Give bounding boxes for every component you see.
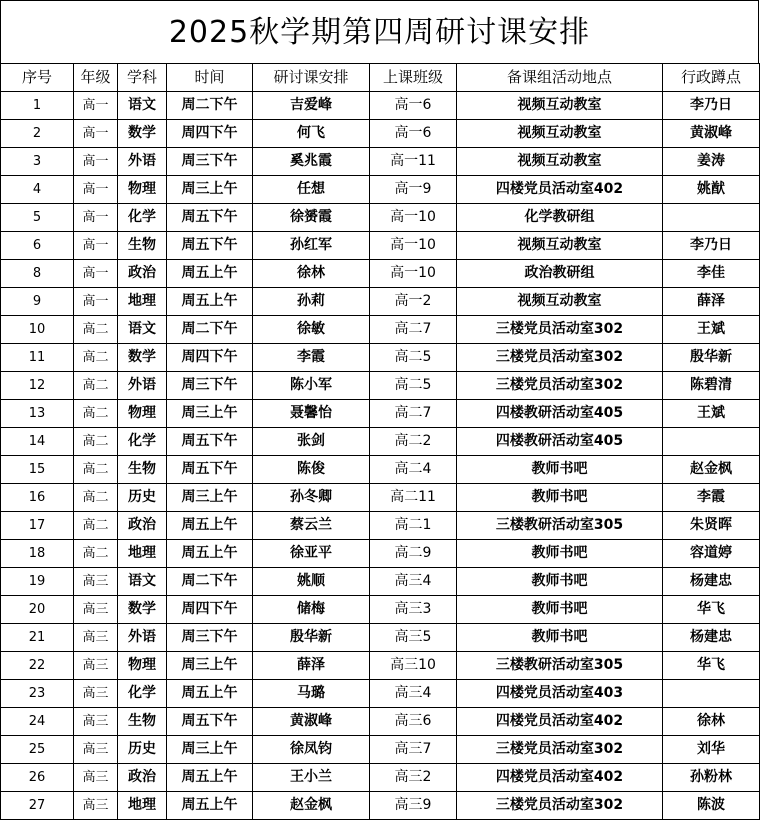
cell-time: 周三上午 [167, 736, 253, 764]
cell-class: 高三10 [370, 652, 457, 680]
cell-supervisor: 陈碧清 [663, 372, 760, 400]
table-row [1, 260, 760, 288]
cell-supervisor: 王斌 [663, 316, 760, 344]
header-supervisor: 行政蹲点 [663, 64, 760, 92]
cell-teacher: 储梅 [253, 596, 370, 624]
table-body [1, 92, 760, 820]
cell-time: 周五下午 [167, 428, 253, 456]
cell-class: 高三4 [370, 568, 457, 596]
cell-teacher: 何飞 [253, 120, 370, 148]
cell-class: 高三3 [370, 596, 457, 624]
cell-teacher: 徐凤钧 [253, 736, 370, 764]
cell-supervisor: 朱贤晖 [663, 512, 760, 540]
cell-time: 周二下午 [167, 92, 253, 120]
cell-supervisor: 陈波 [663, 792, 760, 820]
cell-subject: 生物 [118, 708, 167, 736]
cell-supervisor: 华飞 [663, 596, 760, 624]
cell-teacher: 吉爱峰 [253, 92, 370, 120]
table-row [1, 176, 760, 204]
cell-grade: 高二 [74, 456, 118, 484]
cell-supervisor: 李霞 [663, 484, 760, 512]
cell-index: 5 [1, 204, 74, 232]
cell-time: 周三上午 [167, 652, 253, 680]
cell-subject: 地理 [118, 540, 167, 568]
header-time: 时间 [167, 64, 253, 92]
cell-location: 四楼党员活动室403 [457, 680, 663, 708]
cell-teacher: 陈俊 [253, 456, 370, 484]
cell-class: 高二2 [370, 428, 457, 456]
table-row [1, 624, 760, 652]
cell-grade: 高一 [74, 288, 118, 316]
cell-subject: 外语 [118, 148, 167, 176]
cell-index: 23 [1, 680, 74, 708]
cell-teacher: 李霞 [253, 344, 370, 372]
cell-subject: 化学 [118, 428, 167, 456]
cell-location: 三楼教研活动室305 [457, 652, 663, 680]
cell-supervisor: 杨建忠 [663, 568, 760, 596]
cell-index: 24 [1, 708, 74, 736]
cell-index: 15 [1, 456, 74, 484]
cell-teacher: 徐赟霞 [253, 204, 370, 232]
cell-supervisor [663, 680, 760, 708]
cell-location: 视频互动教室 [457, 120, 663, 148]
cell-subject: 语文 [118, 316, 167, 344]
cell-subject: 数学 [118, 344, 167, 372]
cell-time: 周三下午 [167, 372, 253, 400]
cell-class: 高三7 [370, 736, 457, 764]
cell-class: 高二4 [370, 456, 457, 484]
table-row [1, 652, 760, 680]
table-row [1, 92, 760, 120]
cell-class: 高三4 [370, 680, 457, 708]
cell-supervisor: 李乃日 [663, 232, 760, 260]
cell-grade: 高一 [74, 120, 118, 148]
cell-subject: 数学 [118, 596, 167, 624]
cell-grade: 高二 [74, 484, 118, 512]
cell-location: 三楼党员活动室302 [457, 736, 663, 764]
cell-index: 21 [1, 624, 74, 652]
cell-supervisor: 李佳 [663, 260, 760, 288]
cell-index: 1 [1, 92, 74, 120]
cell-index: 18 [1, 540, 74, 568]
cell-grade: 高一 [74, 148, 118, 176]
cell-time: 周五下午 [167, 456, 253, 484]
cell-index: 11 [1, 344, 74, 372]
cell-subject: 物理 [118, 652, 167, 680]
cell-index: 3 [1, 148, 74, 176]
cell-grade: 高三 [74, 736, 118, 764]
cell-teacher: 马璐 [253, 680, 370, 708]
cell-time: 周二下午 [167, 316, 253, 344]
cell-grade: 高二 [74, 372, 118, 400]
cell-class: 高二5 [370, 372, 457, 400]
cell-teacher: 薛泽 [253, 652, 370, 680]
cell-index: 4 [1, 176, 74, 204]
cell-grade: 高一 [74, 204, 118, 232]
cell-grade: 高二 [74, 428, 118, 456]
cell-grade: 高一 [74, 260, 118, 288]
cell-teacher: 蔡云兰 [253, 512, 370, 540]
cell-grade: 高三 [74, 596, 118, 624]
table-row [1, 680, 760, 708]
cell-index: 13 [1, 400, 74, 428]
cell-teacher: 赵金枫 [253, 792, 370, 820]
cell-index: 6 [1, 232, 74, 260]
cell-teacher: 王小兰 [253, 764, 370, 792]
cell-class: 高一10 [370, 232, 457, 260]
table-row [1, 232, 760, 260]
table-row [1, 736, 760, 764]
cell-subject: 外语 [118, 372, 167, 400]
table-row [1, 708, 760, 736]
cell-subject: 政治 [118, 764, 167, 792]
cell-teacher: 奚兆霞 [253, 148, 370, 176]
cell-index: 8 [1, 260, 74, 288]
cell-index: 14 [1, 428, 74, 456]
cell-teacher: 孙红军 [253, 232, 370, 260]
cell-subject: 政治 [118, 512, 167, 540]
cell-class: 高一6 [370, 92, 457, 120]
cell-subject: 化学 [118, 680, 167, 708]
cell-subject: 数学 [118, 120, 167, 148]
cell-time: 周五下午 [167, 708, 253, 736]
cell-grade: 高二 [74, 316, 118, 344]
cell-time: 周三下午 [167, 148, 253, 176]
cell-teacher: 任想 [253, 176, 370, 204]
cell-class: 高三9 [370, 792, 457, 820]
cell-location: 教师书吧 [457, 456, 663, 484]
table-row [1, 764, 760, 792]
cell-subject: 化学 [118, 204, 167, 232]
cell-location: 三楼党员活动室302 [457, 344, 663, 372]
cell-index: 27 [1, 792, 74, 820]
cell-grade: 高二 [74, 400, 118, 428]
cell-class: 高三2 [370, 764, 457, 792]
cell-teacher: 聂馨怡 [253, 400, 370, 428]
cell-grade: 高二 [74, 512, 118, 540]
cell-class: 高二11 [370, 484, 457, 512]
cell-subject: 语文 [118, 92, 167, 120]
cell-supervisor: 赵金枫 [663, 456, 760, 484]
cell-index: 22 [1, 652, 74, 680]
cell-class: 高一10 [370, 204, 457, 232]
table-row [1, 484, 760, 512]
cell-time: 周三上午 [167, 400, 253, 428]
cell-class: 高一10 [370, 260, 457, 288]
cell-grade: 高三 [74, 680, 118, 708]
cell-class: 高二1 [370, 512, 457, 540]
cell-supervisor [663, 204, 760, 232]
cell-location: 教师书吧 [457, 624, 663, 652]
cell-grade: 高三 [74, 568, 118, 596]
table-row [1, 456, 760, 484]
cell-time: 周五上午 [167, 512, 253, 540]
cell-location: 视频互动教室 [457, 288, 663, 316]
cell-index: 19 [1, 568, 74, 596]
cell-class: 高二9 [370, 540, 457, 568]
cell-teacher: 姚顺 [253, 568, 370, 596]
cell-location: 化学教研组 [457, 204, 663, 232]
cell-location: 政治教研组 [457, 260, 663, 288]
schedule-table [0, 63, 760, 820]
cell-subject: 生物 [118, 456, 167, 484]
cell-teacher: 张剑 [253, 428, 370, 456]
table-row [1, 596, 760, 624]
cell-class: 高二5 [370, 344, 457, 372]
cell-time: 周五上午 [167, 540, 253, 568]
cell-subject: 外语 [118, 624, 167, 652]
table-row [1, 568, 760, 596]
cell-grade: 高二 [74, 540, 118, 568]
table-row [1, 792, 760, 820]
cell-time: 周五上午 [167, 260, 253, 288]
table-row [1, 148, 760, 176]
table-row [1, 344, 760, 372]
cell-location: 四楼教研活动室405 [457, 428, 663, 456]
cell-class: 高二7 [370, 316, 457, 344]
cell-index: 26 [1, 764, 74, 792]
cell-supervisor: 刘华 [663, 736, 760, 764]
cell-supervisor: 杨建忠 [663, 624, 760, 652]
cell-time: 周五上午 [167, 764, 253, 792]
cell-location: 三楼党员活动室302 [457, 792, 663, 820]
cell-supervisor: 王斌 [663, 400, 760, 428]
table-row [1, 400, 760, 428]
cell-grade: 高一 [74, 232, 118, 260]
cell-time: 周四下午 [167, 120, 253, 148]
table-header-row [1, 64, 760, 92]
cell-supervisor: 华飞 [663, 652, 760, 680]
cell-subject: 政治 [118, 260, 167, 288]
cell-teacher: 殷华新 [253, 624, 370, 652]
cell-grade: 高三 [74, 792, 118, 820]
cell-supervisor: 孙粉林 [663, 764, 760, 792]
cell-grade: 高三 [74, 708, 118, 736]
cell-time: 周五上午 [167, 680, 253, 708]
cell-location: 教师书吧 [457, 568, 663, 596]
header-index: 序号 [1, 64, 74, 92]
cell-grade: 高一 [74, 92, 118, 120]
cell-class: 高一9 [370, 176, 457, 204]
cell-location: 视频互动教室 [457, 92, 663, 120]
cell-grade: 高三 [74, 624, 118, 652]
cell-location: 教师书吧 [457, 540, 663, 568]
cell-index: 10 [1, 316, 74, 344]
cell-location: 四楼党员活动室402 [457, 176, 663, 204]
header-location: 备课组活动地点 [457, 64, 663, 92]
table-row [1, 316, 760, 344]
cell-supervisor: 姜涛 [663, 148, 760, 176]
cell-supervisor: 李乃日 [663, 92, 760, 120]
cell-index: 20 [1, 596, 74, 624]
cell-teacher: 孙莉 [253, 288, 370, 316]
cell-grade: 高三 [74, 652, 118, 680]
cell-time: 周四下午 [167, 596, 253, 624]
cell-class: 高三5 [370, 624, 457, 652]
cell-index: 17 [1, 512, 74, 540]
cell-index: 12 [1, 372, 74, 400]
cell-class: 高一11 [370, 148, 457, 176]
cell-index: 25 [1, 736, 74, 764]
cell-class: 高一6 [370, 120, 457, 148]
cell-time: 周五上午 [167, 792, 253, 820]
cell-teacher: 陈小军 [253, 372, 370, 400]
cell-teacher: 徐林 [253, 260, 370, 288]
cell-class: 高二7 [370, 400, 457, 428]
cell-supervisor: 薛泽 [663, 288, 760, 316]
cell-time: 周三上午 [167, 484, 253, 512]
cell-teacher: 孙冬卿 [253, 484, 370, 512]
cell-supervisor: 姚猷 [663, 176, 760, 204]
cell-subject: 语文 [118, 568, 167, 596]
cell-time: 周五下午 [167, 232, 253, 260]
cell-supervisor [663, 428, 760, 456]
header-class: 上课班级 [370, 64, 457, 92]
cell-subject: 生物 [118, 232, 167, 260]
cell-index: 9 [1, 288, 74, 316]
table-row [1, 512, 760, 540]
cell-time: 周四下午 [167, 344, 253, 372]
cell-location: 四楼教研活动室405 [457, 400, 663, 428]
header-teacher: 研讨课安排 [253, 64, 370, 92]
cell-supervisor: 黄淑峰 [663, 120, 760, 148]
cell-location: 教师书吧 [457, 596, 663, 624]
table-row [1, 120, 760, 148]
sheet-title: 2025秋学期第四周研讨课安排 [0, 0, 759, 63]
header-subject: 学科 [118, 64, 167, 92]
cell-grade: 高三 [74, 764, 118, 792]
cell-location: 四楼党员活动室402 [457, 764, 663, 792]
cell-grade: 高一 [74, 176, 118, 204]
table-row [1, 540, 760, 568]
cell-location: 视频互动教室 [457, 148, 663, 176]
cell-time: 周二下午 [167, 568, 253, 596]
cell-location: 三楼教研活动室305 [457, 512, 663, 540]
cell-time: 周三上午 [167, 176, 253, 204]
cell-time: 周五下午 [167, 204, 253, 232]
header-grade: 年级 [74, 64, 118, 92]
cell-teacher: 徐敏 [253, 316, 370, 344]
cell-teacher: 徐亚平 [253, 540, 370, 568]
cell-supervisor: 徐林 [663, 708, 760, 736]
table-row [1, 372, 760, 400]
cell-class: 高三6 [370, 708, 457, 736]
cell-teacher: 黄淑峰 [253, 708, 370, 736]
cell-time: 周三下午 [167, 624, 253, 652]
cell-time: 周五上午 [167, 288, 253, 316]
cell-location: 四楼党员活动室402 [457, 708, 663, 736]
table-row [1, 204, 760, 232]
cell-subject: 物理 [118, 176, 167, 204]
cell-index: 2 [1, 120, 74, 148]
cell-location: 视频互动教室 [457, 232, 663, 260]
cell-subject: 历史 [118, 484, 167, 512]
cell-location: 三楼党员活动室302 [457, 316, 663, 344]
cell-location: 三楼党员活动室302 [457, 372, 663, 400]
table-row [1, 288, 760, 316]
cell-subject: 地理 [118, 288, 167, 316]
cell-subject: 历史 [118, 736, 167, 764]
cell-supervisor: 容道婷 [663, 540, 760, 568]
cell-location: 教师书吧 [457, 484, 663, 512]
cell-grade: 高二 [74, 344, 118, 372]
cell-subject: 物理 [118, 400, 167, 428]
cell-index: 16 [1, 484, 74, 512]
cell-class: 高一2 [370, 288, 457, 316]
cell-supervisor: 殷华新 [663, 344, 760, 372]
table-row [1, 428, 760, 456]
cell-subject: 地理 [118, 792, 167, 820]
